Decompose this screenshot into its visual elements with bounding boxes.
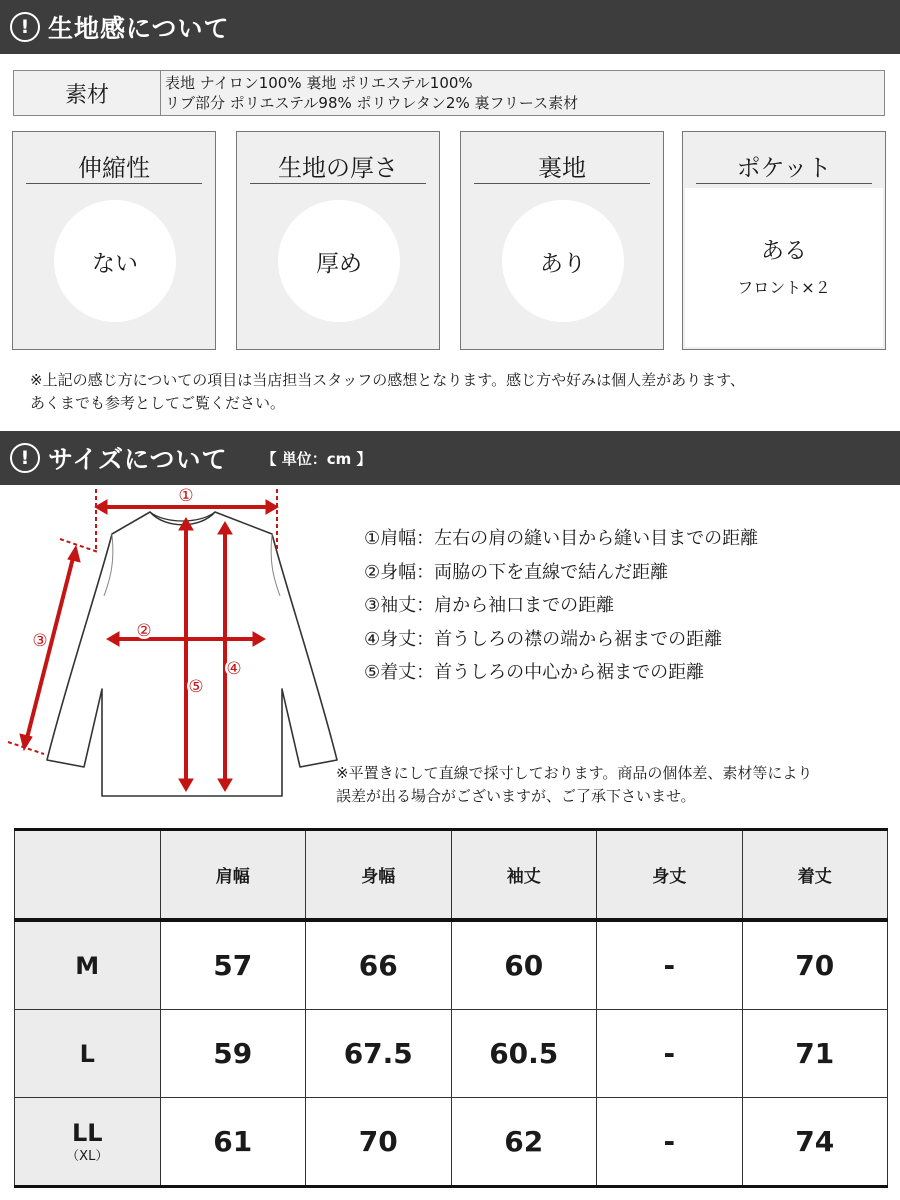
- header-total-length: 着丈: [742, 830, 888, 921]
- size-label: [15, 1098, 161, 1187]
- label-5: ⑤: [188, 677, 204, 697]
- table-cell: -: [597, 920, 743, 1010]
- header-body-width: 身幅: [306, 830, 452, 921]
- table-cell: 67.5: [306, 1010, 452, 1098]
- card-title: ポケット: [736, 154, 832, 182]
- measurement-legend: [364, 522, 758, 690]
- note-line: あくまでも参考としてご覧ください。: [30, 394, 286, 412]
- card-pocket: [682, 131, 886, 350]
- section-title: 生地感について: [48, 14, 230, 43]
- table-row: [15, 1010, 888, 1098]
- exclamation-icon: !: [10, 443, 40, 473]
- header-body-length: 身丈: [597, 830, 743, 921]
- garment-outline: [47, 512, 337, 796]
- table-cell: 66: [306, 920, 452, 1010]
- card-value: ある: [761, 238, 807, 264]
- material-label: 素材: [14, 71, 161, 115]
- header-shoulder: 肩幅: [160, 830, 306, 921]
- section-title: サイズについて: [48, 445, 228, 474]
- card-value-box: [685, 188, 883, 347]
- table-header-row: [15, 830, 888, 921]
- table-cell: 59: [160, 1010, 306, 1098]
- section-header-fabric: [0, 0, 900, 54]
- size-name: LL: [71, 1119, 103, 1147]
- table-cell: -: [597, 1010, 743, 1098]
- guide-line: [60, 539, 98, 552]
- material-line: 表地 ナイロン100% 裏地 ポリエステル100%: [165, 74, 473, 92]
- size-label: [15, 920, 161, 1010]
- card-sub-value: フロント×２: [737, 278, 831, 297]
- material-value: [161, 71, 578, 115]
- divider: [26, 183, 202, 184]
- size-table: [14, 828, 888, 1188]
- table-cell: -: [597, 1098, 743, 1187]
- table-row: [15, 920, 888, 1010]
- divider: [250, 183, 426, 184]
- table-row: [15, 1098, 888, 1187]
- table-cell: 61: [160, 1098, 306, 1187]
- table-cell: 71: [742, 1010, 888, 1098]
- measure-note: [336, 762, 812, 808]
- table-cell: 74: [742, 1098, 888, 1187]
- card-value: ない: [54, 200, 176, 322]
- header-sleeve: 袖丈: [451, 830, 597, 921]
- measurement-diagram: [0, 484, 345, 804]
- size-label: [15, 1010, 161, 1098]
- section-header-size: [0, 431, 900, 485]
- card-title: 裏地: [538, 154, 586, 182]
- card-title: 生地の厚さ: [278, 154, 398, 182]
- table-cell: 62: [451, 1098, 597, 1187]
- legend-item: ②身幅：両脇の下を直線で結んだ距離: [364, 561, 669, 583]
- card-value: あり: [502, 200, 624, 322]
- table-cell: 70: [306, 1098, 452, 1187]
- card-thickness: [236, 131, 440, 350]
- label-3: ③: [32, 631, 48, 651]
- card-value: 厚め: [278, 200, 400, 322]
- size-name: M: [75, 951, 100, 980]
- divider: [474, 183, 650, 184]
- note-line: 誤差が出る場合がございますが、ご了承下さいませ。: [336, 787, 696, 805]
- table-cell: 60.5: [451, 1010, 597, 1098]
- fabric-note: [30, 369, 745, 415]
- table-cell: 60: [451, 920, 597, 1010]
- card-lining: [460, 131, 664, 350]
- unit-label: 【 単位：cm 】: [261, 449, 372, 468]
- card-stretch: [12, 131, 216, 350]
- label-1: ①: [178, 486, 194, 506]
- card-title: 伸縮性: [78, 154, 150, 182]
- divider: [696, 183, 872, 184]
- note-line: ※平置きにして直線で採寸しております。商品の個体差、素材等により: [336, 764, 813, 782]
- table-cell: 57: [160, 920, 306, 1010]
- legend-item: ④身丈：首うしろの襟の端から裾までの距離: [364, 628, 723, 650]
- material-line: リブ部分 ポリエステル98% ポリウレタン2% 裏フリース素材: [165, 94, 579, 112]
- table-cell: 70: [742, 920, 888, 1010]
- legend-item: ①肩幅：左右の肩の縫い目から縫い目までの距離: [364, 528, 759, 549]
- exclamation-icon: !: [10, 12, 40, 42]
- size-sub: （XL）: [66, 1149, 109, 1164]
- material-row: [13, 70, 885, 116]
- label-4: ④: [226, 659, 242, 679]
- label-2: ②: [136, 621, 152, 641]
- note-line: ※上記の感じ方についての項目は当店担当スタッフの感想となります。感じ方や好みは個人差があります、: [30, 371, 745, 389]
- size-name: L: [79, 1039, 95, 1068]
- legend-item: ⑤着丈：首うしろの中心から裾までの距離: [364, 662, 705, 683]
- legend-item: ③袖丈：肩から袖口までの距離: [364, 595, 615, 616]
- header-cell-empty: [15, 830, 161, 921]
- arrow-head: [68, 546, 80, 562]
